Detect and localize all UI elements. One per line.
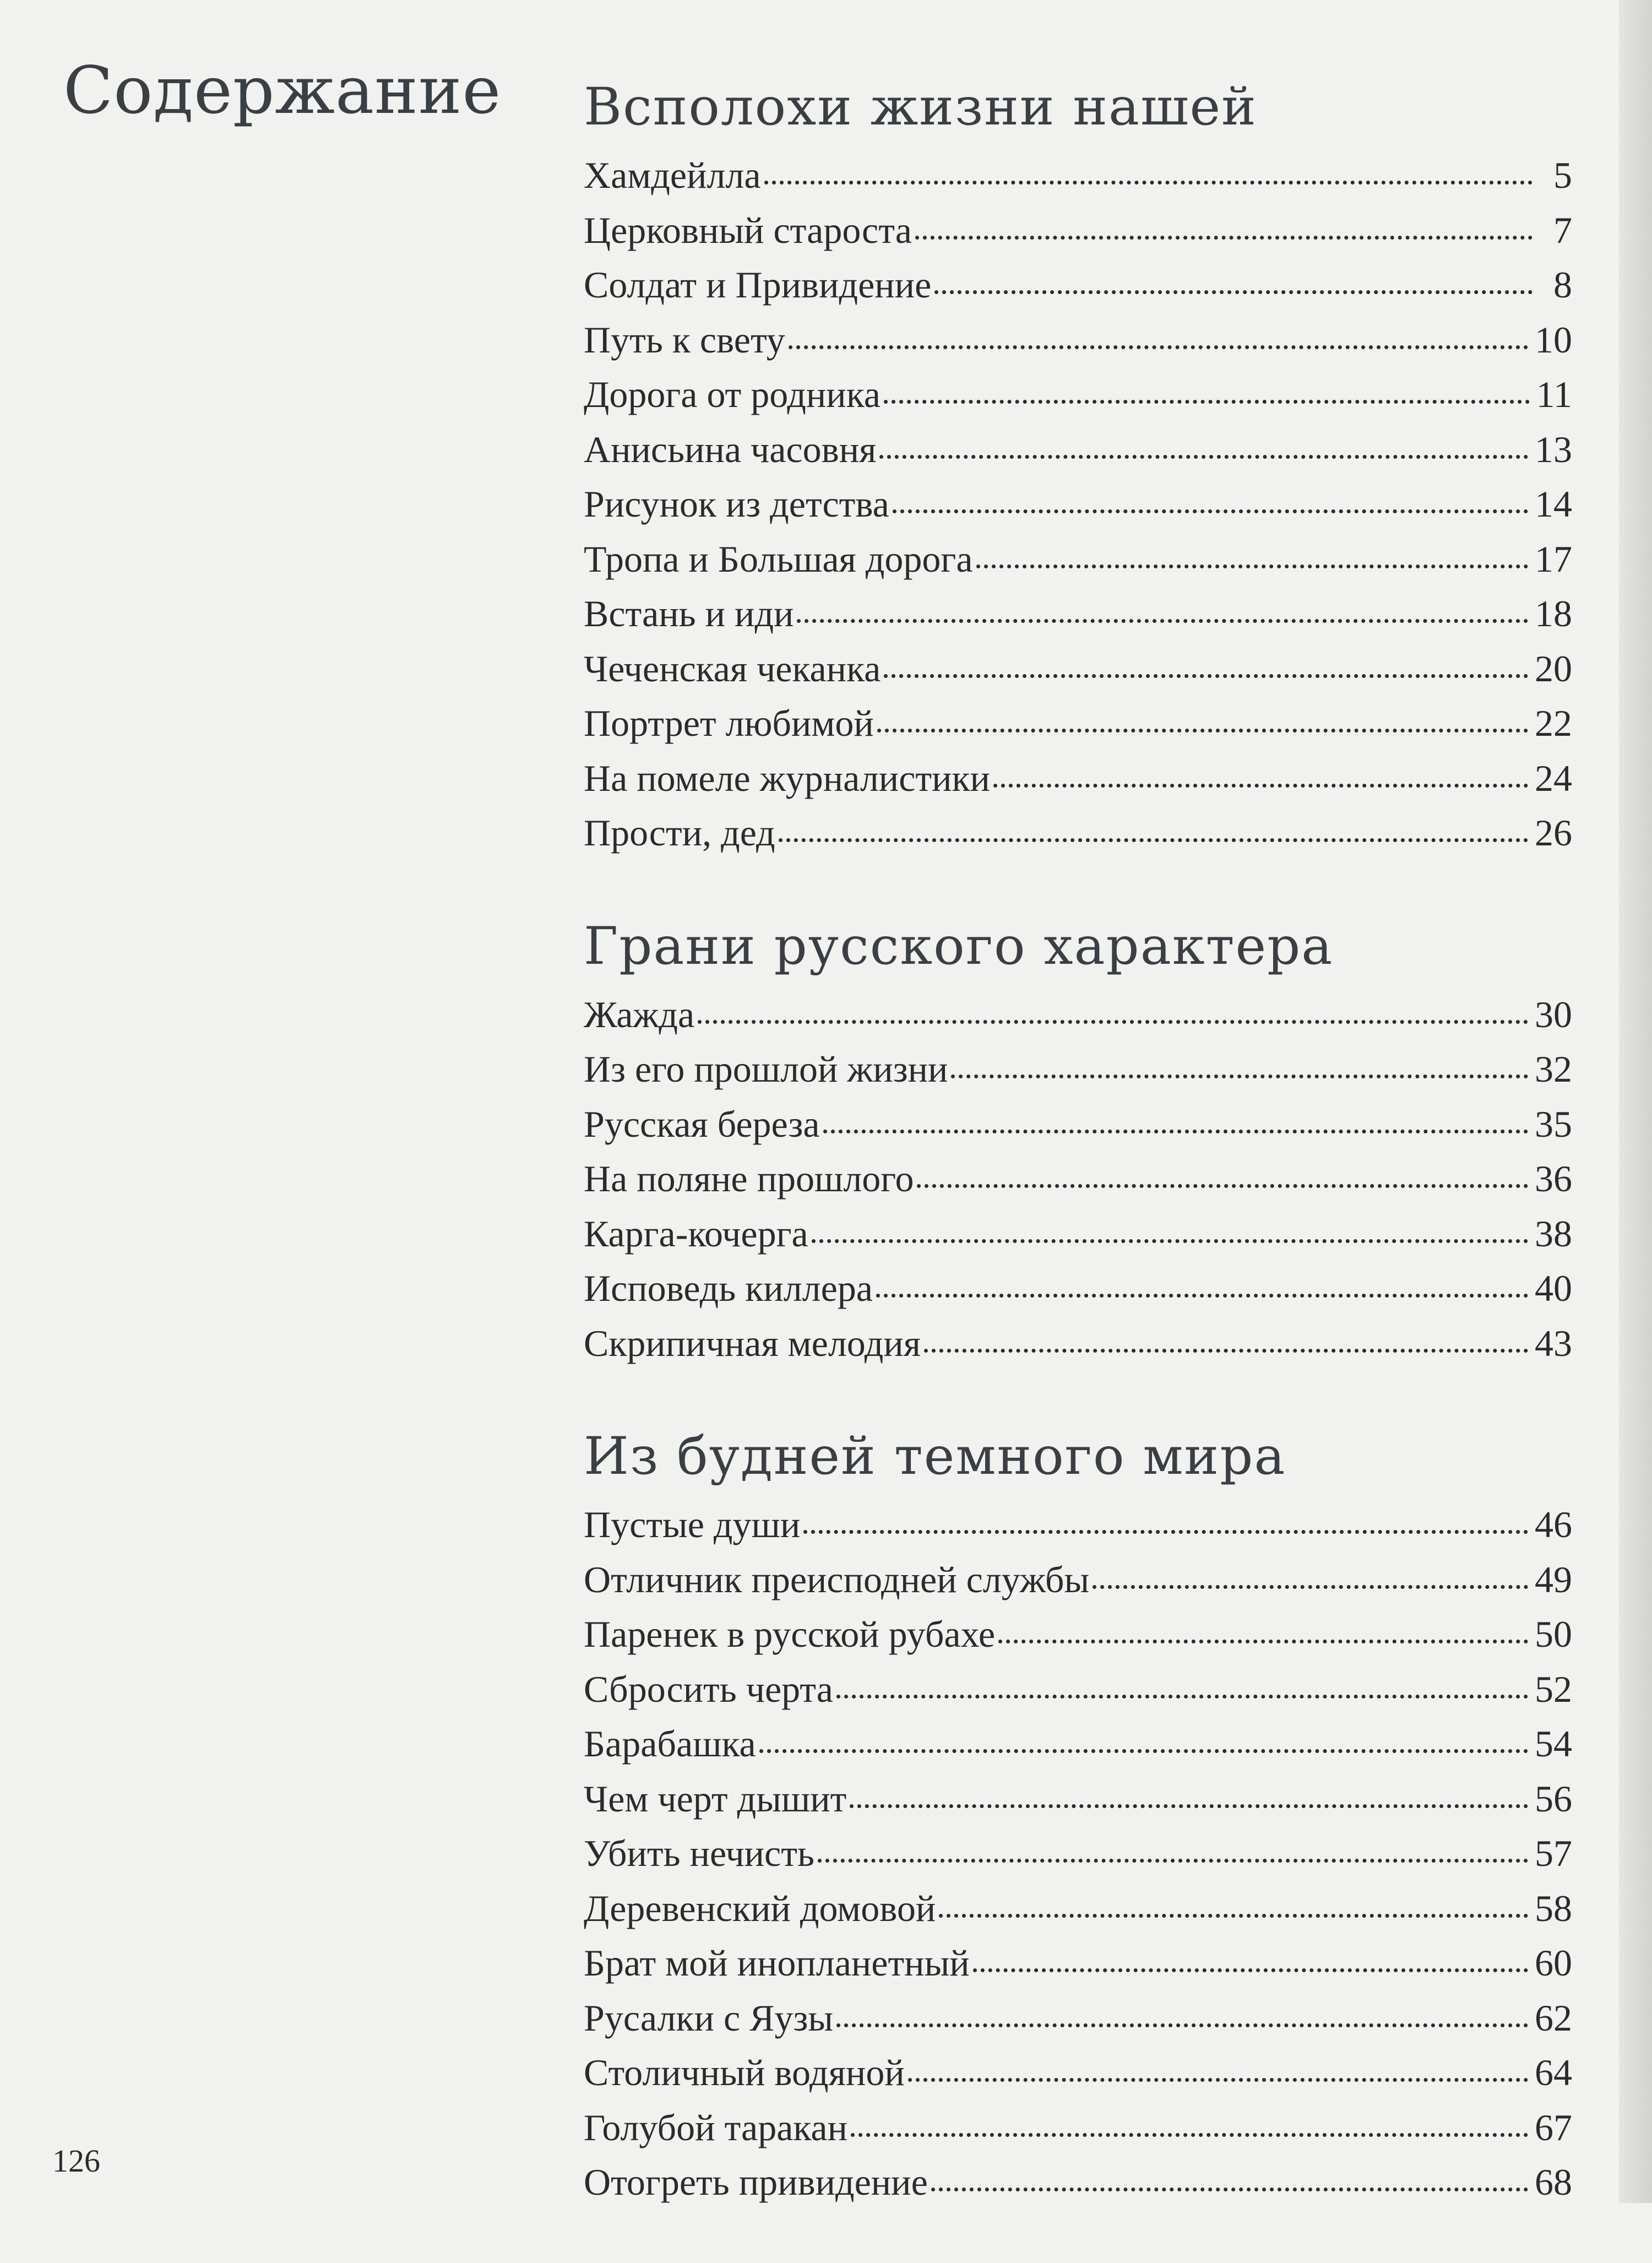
toc-entry bbox=[573, 1772, 1572, 1827]
toc-entry bbox=[573, 1717, 1572, 1772]
entry-page-number: 52 bbox=[1535, 1668, 1572, 1710]
dot-leader bbox=[993, 784, 1528, 788]
entry-title: Жажда bbox=[584, 993, 695, 1035]
toc-entry bbox=[573, 367, 1572, 422]
entry-title: Столичный водяной bbox=[584, 2052, 905, 2093]
toc-section bbox=[573, 914, 1572, 1371]
dot-leader bbox=[759, 1749, 1528, 1753]
entry-page-number: 14 bbox=[1535, 483, 1572, 525]
entry-title: Чем черт дышит bbox=[584, 1777, 847, 1820]
toc-entry bbox=[573, 1207, 1572, 1262]
entry-title: Пустые души bbox=[584, 1504, 801, 1545]
toc-entry bbox=[573, 2101, 1572, 2156]
entry-title: Рисунок из детства bbox=[584, 483, 889, 525]
entry-page-number: 67 bbox=[1535, 2106, 1572, 2148]
entry-title: Анисьина часовня bbox=[584, 428, 877, 470]
dot-leader bbox=[803, 1530, 1528, 1534]
dot-leader bbox=[836, 2023, 1528, 2027]
entry-page-number: 11 bbox=[1536, 373, 1572, 415]
dot-leader bbox=[877, 729, 1528, 732]
toc-entry bbox=[573, 1097, 1572, 1152]
entry-title: Прости, дед bbox=[584, 812, 775, 854]
entry-title: Брат мой инопланетный bbox=[584, 1942, 970, 1984]
toc-entry bbox=[573, 532, 1572, 587]
entry-page-number: 49 bbox=[1535, 1558, 1572, 1600]
toc-entry bbox=[573, 1553, 1572, 1608]
toc-entry bbox=[573, 806, 1572, 861]
entry-page-number: 17 bbox=[1535, 538, 1572, 580]
entry-title: Убить нечисть bbox=[584, 1832, 814, 1874]
dot-leader bbox=[779, 838, 1528, 842]
dot-leader bbox=[797, 619, 1528, 623]
dot-leader bbox=[884, 674, 1528, 678]
dot-leader bbox=[836, 1695, 1528, 1698]
dot-leader bbox=[884, 400, 1530, 404]
entry-title: Церковный староста bbox=[584, 209, 912, 251]
toc-entry bbox=[573, 642, 1572, 697]
dot-leader bbox=[934, 290, 1533, 294]
toc-section bbox=[573, 1424, 1572, 2210]
dot-leader bbox=[924, 1349, 1528, 1353]
entry-page-number: 22 bbox=[1535, 702, 1572, 744]
entry-page-number: 64 bbox=[1535, 2052, 1572, 2093]
dot-leader bbox=[851, 2133, 1528, 2137]
entry-page-number: 57 bbox=[1535, 1832, 1572, 1874]
entry-title: Отличник преисподней службы bbox=[584, 1558, 1090, 1600]
dot-leader bbox=[812, 1239, 1528, 1243]
dot-leader bbox=[893, 509, 1528, 513]
entry-page-number: 32 bbox=[1535, 1048, 1572, 1090]
toc-entry bbox=[573, 1152, 1572, 1207]
entry-title: Русская береза bbox=[584, 1103, 820, 1145]
dot-leader bbox=[1093, 1585, 1528, 1589]
entry-page-number: 8 bbox=[1553, 264, 1572, 306]
toc-entry bbox=[573, 696, 1572, 751]
dot-leader bbox=[823, 1130, 1528, 1133]
entry-title: Чеченская чеканка bbox=[584, 647, 881, 690]
entry-page-number: 40 bbox=[1535, 1267, 1572, 1309]
section-entries bbox=[573, 987, 1572, 1371]
toc-entry bbox=[573, 587, 1572, 642]
page-heading: Содержание bbox=[63, 52, 502, 128]
entry-page-number: 58 bbox=[1535, 1887, 1572, 1929]
entry-title: Встань и иди bbox=[584, 593, 794, 634]
toc-entry bbox=[573, 751, 1572, 806]
entry-page-number: 56 bbox=[1535, 1777, 1572, 1820]
toc-entry bbox=[573, 2155, 1572, 2210]
entry-page-number: 30 bbox=[1535, 993, 1572, 1035]
dot-leader bbox=[973, 1968, 1528, 1972]
dot-leader bbox=[998, 1640, 1528, 1643]
entry-page-number: 13 bbox=[1535, 428, 1572, 470]
entry-title: Дорога от родника bbox=[584, 373, 881, 415]
toc-entry bbox=[573, 1936, 1572, 1991]
section-entries bbox=[573, 1497, 1572, 2210]
entry-title: Карга-кочерга bbox=[584, 1212, 808, 1255]
entry-title: На поляне прошлого bbox=[584, 1158, 914, 1200]
entry-title: На помеле журналистики bbox=[584, 757, 990, 799]
entry-page-number: 50 bbox=[1535, 1613, 1572, 1655]
entry-page-number: 26 bbox=[1535, 812, 1572, 854]
entry-title: Исповедь киллера bbox=[584, 1267, 873, 1309]
entry-title: Русалки с Яузы bbox=[584, 1996, 834, 2039]
toc-entry bbox=[573, 148, 1572, 203]
section-title: Из будней темного мира bbox=[584, 1426, 1286, 1486]
entry-page-number: 60 bbox=[1535, 1942, 1572, 1984]
page-number: 126 bbox=[52, 2143, 100, 2179]
toc-entry bbox=[573, 1991, 1572, 2046]
dot-leader bbox=[818, 1859, 1528, 1863]
toc-entry bbox=[573, 477, 1572, 532]
section-entries bbox=[573, 148, 1572, 861]
toc-entry bbox=[573, 422, 1572, 477]
dot-leader bbox=[917, 1184, 1528, 1188]
dot-leader bbox=[850, 1804, 1528, 1808]
toc-entry bbox=[573, 987, 1572, 1043]
toc-entry bbox=[573, 1316, 1572, 1371]
dot-leader bbox=[789, 345, 1528, 349]
entry-page-number: 38 bbox=[1535, 1212, 1572, 1255]
dot-leader bbox=[915, 236, 1533, 240]
toc-entry bbox=[573, 1042, 1572, 1097]
dot-leader bbox=[764, 181, 1533, 184]
entry-page-number: 68 bbox=[1535, 2161, 1572, 2203]
toc-entry bbox=[573, 1607, 1572, 1662]
dot-leader bbox=[698, 1020, 1528, 1024]
entry-page-number: 62 bbox=[1535, 1996, 1572, 2039]
entry-title: Отогреть привидение bbox=[584, 2161, 928, 2203]
toc-entry bbox=[573, 203, 1572, 258]
toc-entry bbox=[573, 2045, 1572, 2101]
entry-page-number: 24 bbox=[1535, 757, 1572, 799]
entry-page-number: 43 bbox=[1535, 1322, 1572, 1364]
entry-page-number: 46 bbox=[1535, 1504, 1572, 1545]
dot-leader bbox=[951, 1074, 1528, 1078]
toc-entry bbox=[573, 1662, 1572, 1717]
entry-page-number: 20 bbox=[1535, 647, 1572, 690]
toc-entry bbox=[573, 1826, 1572, 1881]
entry-title: Тропа и Большая дорога bbox=[584, 538, 973, 580]
dot-leader bbox=[908, 2078, 1528, 2082]
entry-page-number: 5 bbox=[1553, 154, 1572, 196]
entry-page-number: 7 bbox=[1553, 209, 1572, 251]
entry-title: Солдат и Привидение bbox=[584, 264, 932, 306]
section-title: Всполохи жизни нашей bbox=[584, 77, 1257, 137]
dot-leader bbox=[879, 455, 1528, 459]
toc-entry bbox=[573, 1881, 1572, 1936]
page-edge-shadow bbox=[1619, 0, 1652, 2203]
dot-leader bbox=[931, 2188, 1528, 2191]
entry-page-number: 36 bbox=[1535, 1158, 1572, 1200]
toc-entry bbox=[573, 313, 1572, 368]
entry-title: Хамдейлла bbox=[584, 154, 761, 196]
entry-title: Скрипичная мелодия bbox=[584, 1322, 921, 1364]
entry-title: Деревенский домовой bbox=[584, 1887, 936, 1929]
toc-entry bbox=[573, 258, 1572, 313]
entry-title: Путь к свету bbox=[584, 318, 785, 361]
dot-leader bbox=[976, 565, 1529, 568]
toc-section bbox=[573, 74, 1572, 861]
entry-title: Голубой таракан bbox=[584, 2106, 847, 2148]
entry-page-number: 35 bbox=[1535, 1103, 1572, 1145]
toc-entry bbox=[573, 1261, 1572, 1316]
entry-title: Из его прошлой жизни bbox=[584, 1048, 948, 1090]
entry-title: Портрет любимой bbox=[584, 702, 874, 744]
entry-title: Сбросить черта bbox=[584, 1668, 833, 1710]
entry-page-number: 10 bbox=[1535, 318, 1572, 361]
entry-title: Паренек в русской рубахе bbox=[584, 1613, 996, 1655]
entry-page-number: 18 bbox=[1535, 593, 1572, 634]
table-of-contents bbox=[573, 74, 1572, 2263]
section-title: Грани русского характера bbox=[584, 916, 1334, 976]
toc-entry bbox=[573, 1497, 1572, 1553]
entry-page-number: 54 bbox=[1535, 1723, 1572, 1765]
dot-leader bbox=[876, 1294, 1528, 1298]
dot-leader bbox=[939, 1914, 1528, 1918]
entry-title: Барабашка bbox=[584, 1723, 756, 1765]
